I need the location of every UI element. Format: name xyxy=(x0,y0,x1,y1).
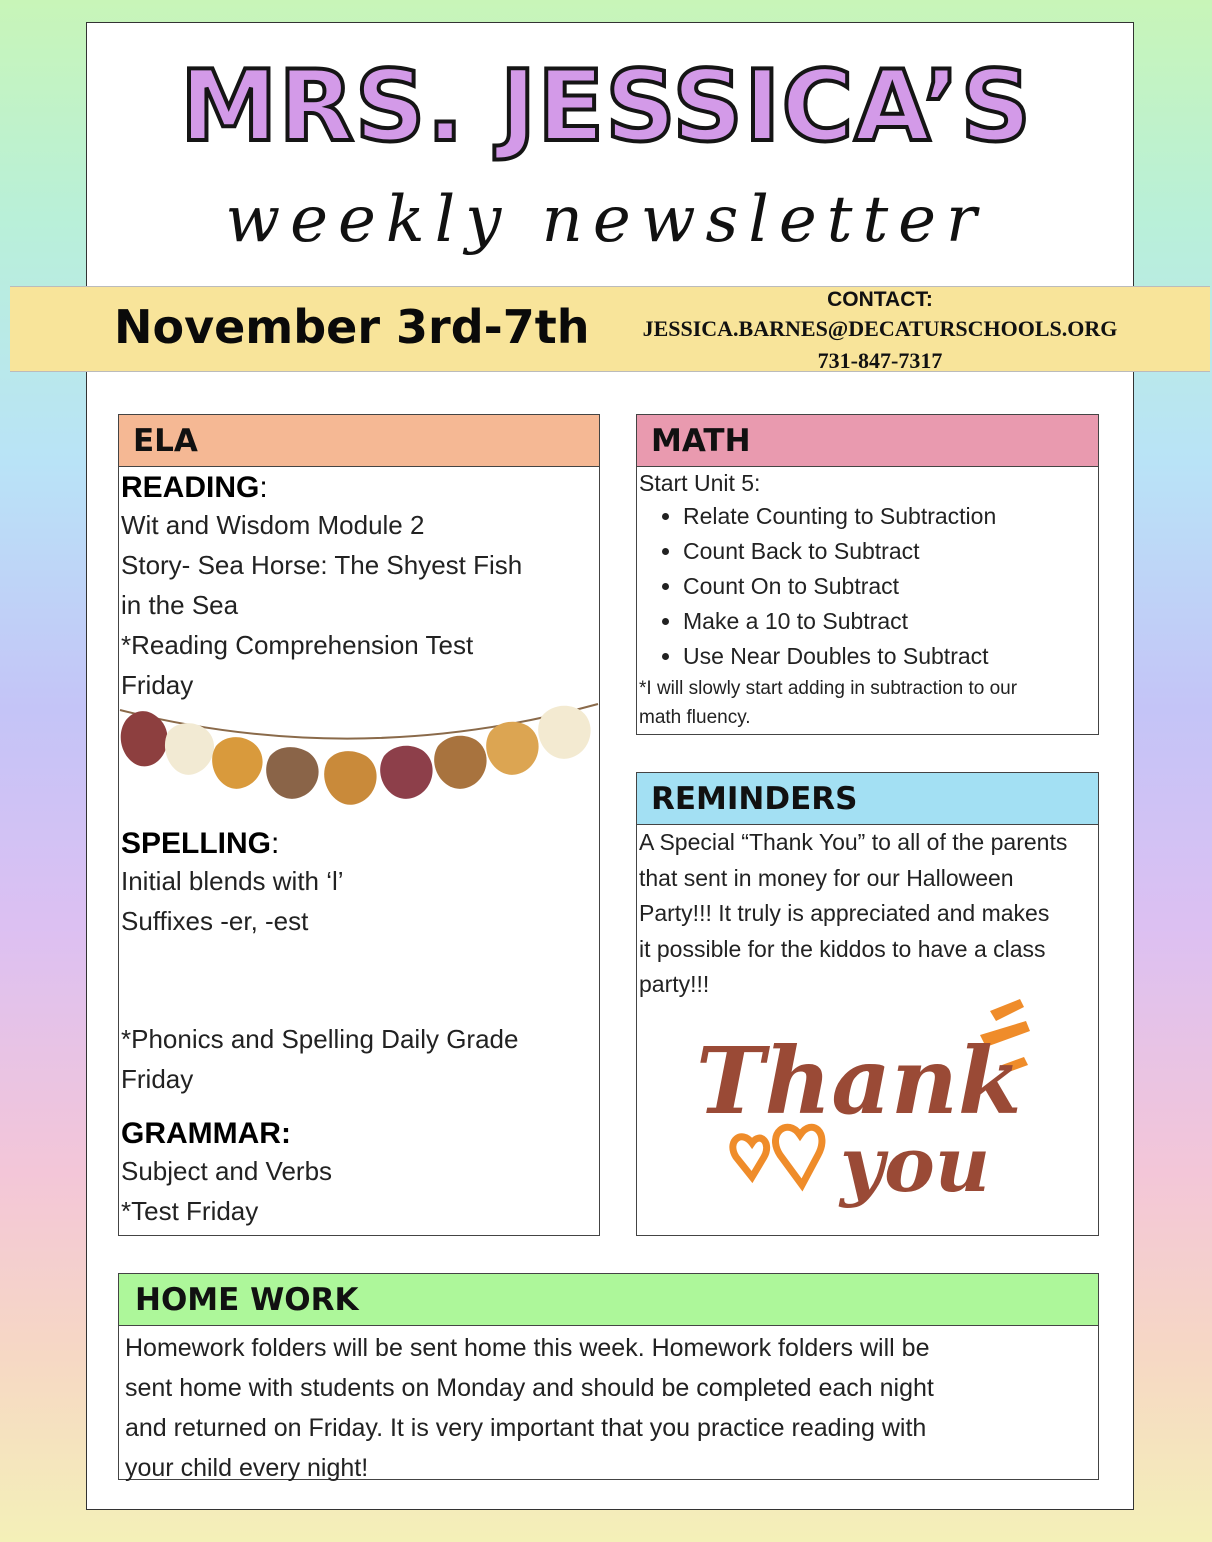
reminder-line: that sent in money for our Halloween xyxy=(639,864,1014,891)
contact-phone: 731-847-7317 xyxy=(817,348,943,373)
reminders-heading: REMINDERS xyxy=(637,773,1098,825)
grammar-label: GRAMMAR: xyxy=(121,1117,291,1150)
spelling-label: SPELLING xyxy=(121,827,272,860)
reminder-line: A Special “Thank You” to all of the parents xyxy=(639,829,1068,855)
spelling-label-row: SPELLING: xyxy=(121,827,280,860)
homework-line: Homework folders will be sent home this week. Homework folders will be xyxy=(125,1334,930,1362)
list-item: • Relate Counting to Subtraction xyxy=(683,499,1097,534)
thank-you-graphic xyxy=(690,995,1050,1215)
reading-line: Story- Sea Horse: The Shyest Fish xyxy=(121,550,523,580)
leaf-icon xyxy=(121,706,591,805)
homework-line: sent home with students on Monday and should be completed each night xyxy=(125,1374,934,1402)
contact-block xyxy=(620,287,1140,377)
homework-section xyxy=(118,1273,1099,1480)
heart-icon xyxy=(733,1127,822,1185)
week-date: November 3rd-7th xyxy=(114,300,590,354)
reminder-line: it possible for the kiddos to have a class xyxy=(639,935,1046,962)
list-item: • Make a 10 to Subtract xyxy=(683,604,1097,639)
leaf-garland-icon xyxy=(118,700,600,815)
ela-heading: ELA xyxy=(119,415,599,467)
reading-label-row: READING: xyxy=(121,471,268,504)
reading-line: Friday xyxy=(121,670,194,700)
math-heading: MATH xyxy=(637,415,1098,467)
list-item: • Use Near Doubles to Subtract xyxy=(683,639,1097,674)
ela-section xyxy=(118,414,600,1236)
reminder-line: Party!!! It truly is appreciated and makes xyxy=(639,900,1050,926)
math-note-line: *I will slowly start adding in subtraction to our xyxy=(639,678,1018,699)
reading-line: *Reading Comprehension Test xyxy=(121,630,474,660)
spelling-line: Initial blends with ‘l’ xyxy=(121,866,344,896)
grammar-line: Subject and Verbs xyxy=(121,1156,333,1186)
math-section xyxy=(636,414,1099,735)
math-topic-list xyxy=(639,499,1097,674)
homework-line: and returned on Friday. It is very important that you practice reading with xyxy=(125,1414,927,1442)
you-text: you xyxy=(840,1120,991,1209)
math-intro: Start Unit 5: xyxy=(639,470,761,496)
list-item: • Count Back to Subtract xyxy=(683,534,1097,569)
list-item: • Count On to Subtract xyxy=(683,569,1097,604)
newsletter-subtitle: weekly newsletter xyxy=(225,183,987,257)
spelling-test-line: *Phonics and Spelling Daily Grade xyxy=(121,1024,519,1054)
homework-heading: HOME WORK xyxy=(119,1274,1098,1326)
reading-line: Wit and Wisdom Module 2 xyxy=(121,510,425,540)
contact-label: CONTACT: xyxy=(827,288,933,311)
reading-line: in the Sea xyxy=(121,590,239,620)
homework-line: your child every night! xyxy=(125,1454,369,1482)
spelling-line: Suffixes -er, -est xyxy=(121,906,309,936)
newsletter-title: MRS. JESSICA’S xyxy=(179,50,1033,164)
grammar-line: *Test Friday xyxy=(121,1196,259,1226)
math-note-line: math fluency. xyxy=(639,707,751,728)
spelling-test-line: Friday xyxy=(121,1064,194,1094)
reading-label: READING xyxy=(121,471,260,504)
contact-email: JESSICA.BARNES@DECATURSCHOOLS.ORG xyxy=(642,316,1118,341)
reminder-line: party!!! xyxy=(639,971,710,997)
thank-text: Thank xyxy=(696,1027,1022,1135)
